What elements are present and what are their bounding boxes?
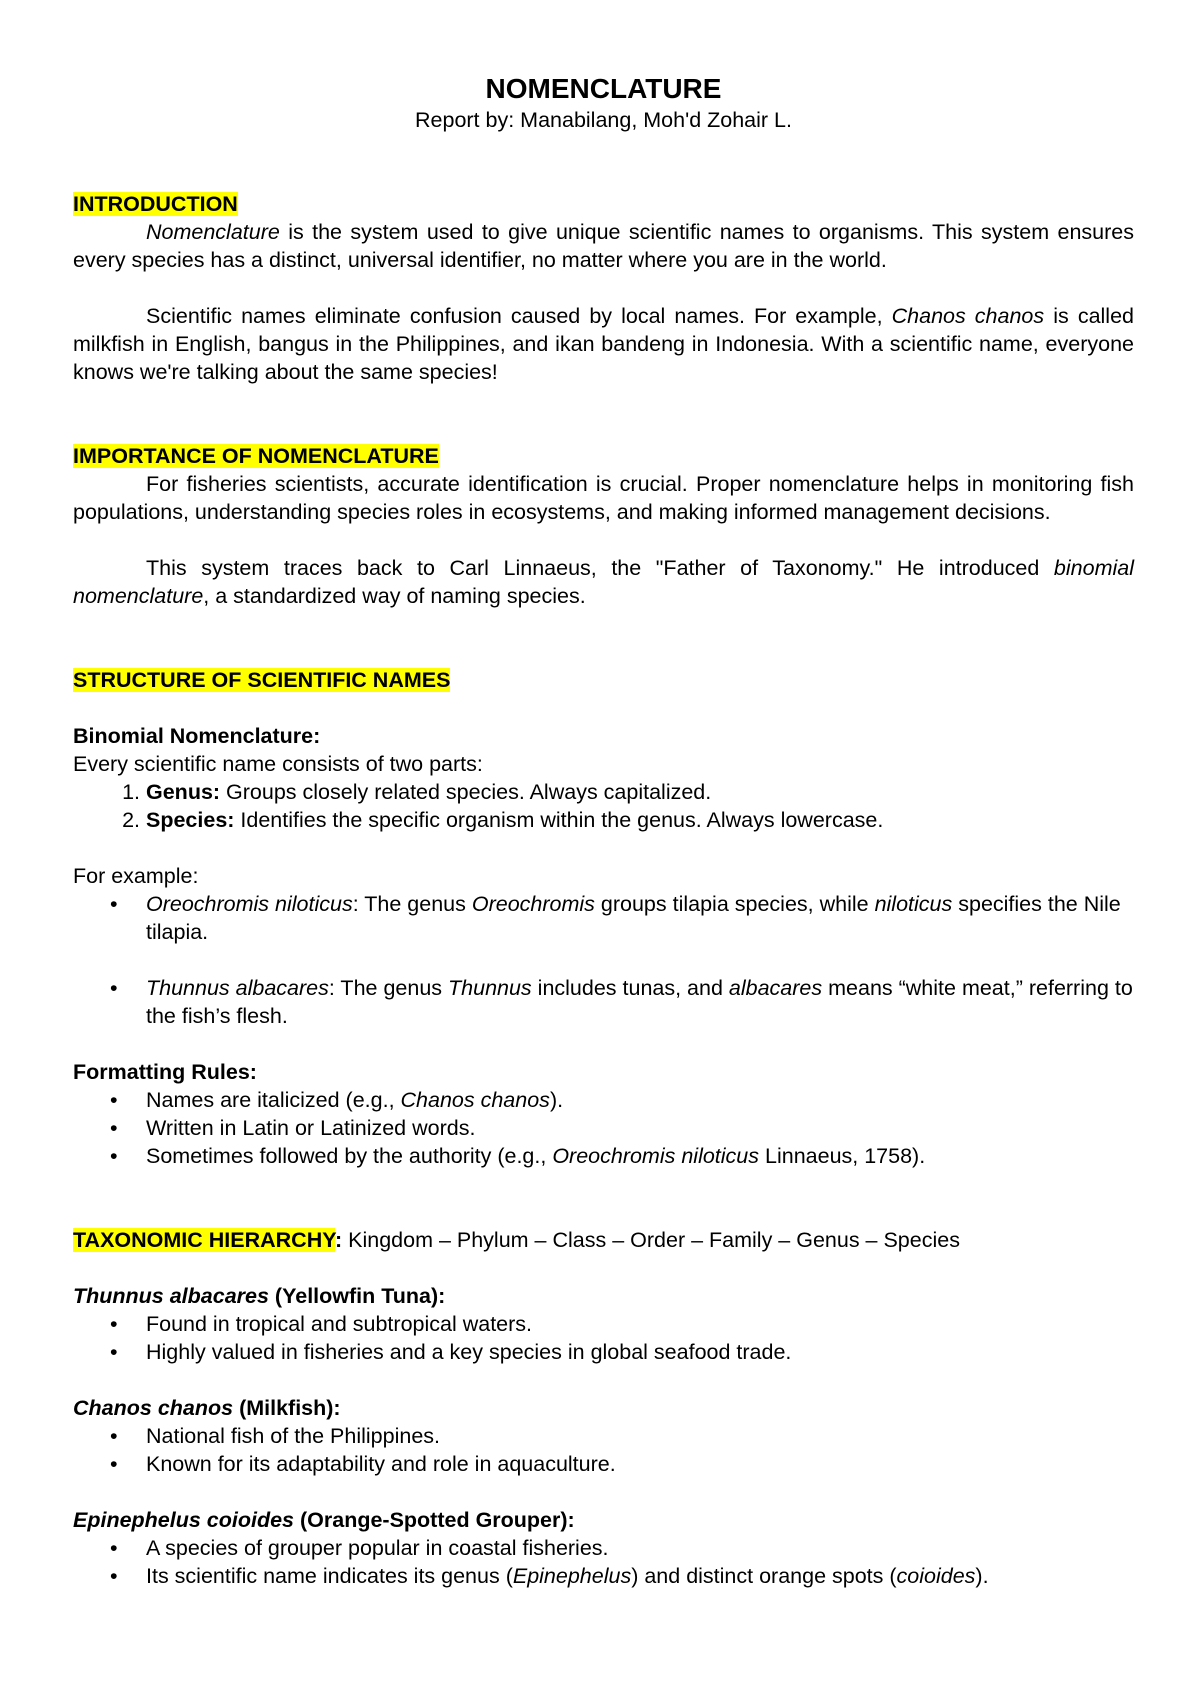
- list-item: • Highly valued in fisheries and a key species in global seafood trade.: [146, 1338, 1134, 1366]
- document-title: NOMENCLATURE: [485, 73, 722, 104]
- subheading-binomial: Binomial Nomenclature:: [73, 724, 321, 748]
- species-heading-grouper: Epinephelus coioides (Orange-Spotted Grouper):: [73, 1508, 575, 1532]
- species-heading-milkfish: Chanos chanos (Milkfish):: [73, 1396, 341, 1420]
- list-item: • National fish of the Philippines.: [146, 1422, 1134, 1450]
- list-item: • Sometimes followed by the authority (e.g., Oreochromis niloticus Linnaeus, 1758).: [146, 1142, 1134, 1170]
- species-heading-yellowfin: Thunnus albacares (Yellowfin Tuna):: [73, 1284, 446, 1308]
- document-page: [73, 72, 1134, 1590]
- intro-paragraph-2: Scientific names eliminate confusion caused by local names. For example, Chanos chanos is called milkfish in English, bangus in the Philippines, and ikan bandeng in Indonesia. With a scientific name, everyone knows we're talking about the same species!: [73, 304, 1134, 384]
- species-facts-list: [73, 1310, 1134, 1366]
- binomial-parts-list: [73, 778, 1134, 834]
- example-intro: For example:: [73, 864, 199, 888]
- formatting-rules-list: [73, 1086, 1134, 1170]
- binomial-intro: Every scientific name consists of two parts:: [73, 752, 483, 776]
- importance-paragraph-1: For fisheries scientists, accurate identification is crucial. Proper nomenclature helps in monitoring fish populations, understanding species roles in ecosystems, and making informed management decisions.: [73, 472, 1134, 524]
- list-item: 1. Genus: Groups closely related species. Always capitalized.: [146, 778, 1134, 806]
- importance-paragraph-2: This system traces back to Carl Linnaeus, the "Father of Taxonomy." He introduced binomial nomenclature, a standardized way of naming species.: [73, 556, 1134, 608]
- section-heading-introduction: INTRODUCTION: [73, 192, 238, 216]
- list-item: • Thunnus albacares: The genus Thunnus includes tunas, and albacares means “white meat,” referring to the fish’s flesh.: [146, 974, 1134, 1030]
- subheading-formatting: Formatting Rules:: [73, 1060, 257, 1084]
- list-item: • Names are italicized (e.g., Chanos chanos).: [146, 1086, 1134, 1114]
- section-heading-structure: STRUCTURE OF SCIENTIFIC NAMES: [73, 668, 451, 692]
- author-line: Report by: Manabilang, Moh'd Zohair L.: [415, 108, 792, 132]
- list-item: • Written in Latin or Latinized words.: [146, 1114, 1134, 1142]
- list-item: 2. Species: Identifies the specific organism within the genus. Always lowercase.: [146, 806, 1134, 834]
- list-item: • A species of grouper popular in coastal fisheries.: [146, 1534, 1134, 1562]
- list-item: • Oreochromis niloticus: The genus Oreochromis groups tilapia species, while niloticus specifies the Nile tilapia.: [146, 890, 1134, 946]
- list-item: • Its scientific name indicates its genus (Epinephelus) and distinct orange spots (coioides).: [146, 1562, 1134, 1590]
- example-list-2: [73, 974, 1134, 1030]
- list-item: • Known for its adaptability and role in aquaculture.: [146, 1450, 1134, 1478]
- species-facts-list: [73, 1422, 1134, 1478]
- example-list: [73, 890, 1134, 946]
- taxonomy-line: TAXONOMIC HIERARCHY: Kingdom – Phylum – Class – Order – Family – Genus – Species: [73, 1228, 960, 1252]
- species-facts-list: [73, 1534, 1134, 1590]
- intro-paragraph-1: Nomenclature is the system used to give unique scientific names to organisms. This system ensures every species has a distinct, universal identifier, no matter where you are in the world.: [73, 220, 1134, 272]
- list-item: • Found in tropical and subtropical waters.: [146, 1310, 1134, 1338]
- section-heading-taxonomy: TAXONOMIC HIERARCHY: [73, 1228, 335, 1252]
- section-heading-importance: IMPORTANCE OF NOMENCLATURE: [73, 444, 439, 468]
